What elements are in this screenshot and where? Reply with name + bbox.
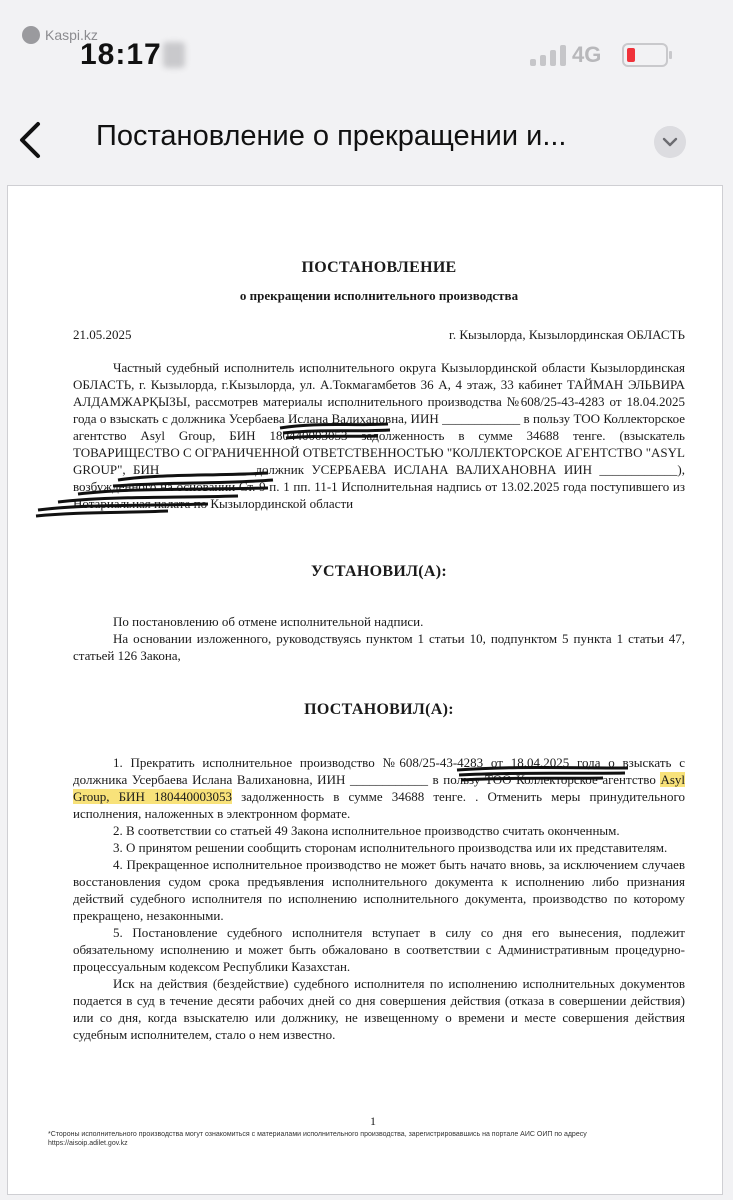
established-line-2: На основании изложенного, руководствуясь пунктом 1 статьи 10, подпунктом 5 пункта 1 статьи 47, статьей 126 Закона, — [73, 631, 685, 663]
section-established-heading: УСТАНОВИЛ(А): — [310, 563, 448, 580]
clock: 18:17 — [80, 38, 162, 71]
redaction-scribble — [18, 418, 398, 528]
resolution-item-3: 3. О принятом решении сообщить сторонам исполнительного производства или их представителям. — [113, 840, 668, 855]
network-type: 4G — [572, 42, 602, 67]
appeal-paragraph: Иск на действия (бездействие) судебного исполнителя по исполнению исполнительных документов подается в суд в течение десяти рабочих дней со дня совершения действия (отказа в совершении действия) или со дня, когда взыскателю или должнику, не извещенному о времени и месте совершения действия судебным исполнителем, стало о нем известно. — [73, 976, 685, 1042]
item1-text-a: 1. Прекратить исполнительное производство №608/25-43-4283 от 18.04.2025 года о взыскать с должника Усербаева Ислана Валихановна, ИИН ____________ в пользу ТОО Коллекторское агентство — [73, 755, 685, 787]
location-icon — [163, 42, 185, 68]
resolution-item-2: 2. В соответствии со статьей 49 Закона исполнительное производство считать оконченным. — [113, 823, 620, 838]
kaspi-logo-icon — [22, 26, 40, 44]
section-resolved-heading: ПОСТАНОВИЛ(А): — [304, 701, 454, 718]
carrier-label: Kaspi.kz — [45, 27, 98, 43]
status-bar — [0, 0, 733, 90]
established-line-1: По постановлению об отмене исполнительной надписи. — [113, 614, 424, 629]
footer-note: *Стороны исполнительного производства могут ознакомиться с материалами исполнительного производства, зарегистрировавшись на портале АИС ОИП по адресу https://aisoip.adilet.gov.kz — [48, 1131, 587, 1147]
resolution-item-4: 4. Прекращенное исполнительное производство не может быть начато вновь, за исключением случаев восстановления судом срока предъявления исполнительного документа к исполнению либо признания действий судебного исполнителя по исполнению исполнительного документа, производство по которому прекращено, незаконными. — [73, 857, 685, 923]
document-place: г. Кызылорда, Кызылординская ОБЛАСТЬ — [448, 327, 685, 342]
highlighted-text: Asyl Group, БИН 180440003053 — [73, 772, 685, 804]
item1-text-b: задолженность в сумме 34688 тенге. . Отменить меры принудительного исполнения, наложенных в электронном формате. — [73, 789, 685, 821]
redaction-scribble-2 — [453, 764, 633, 788]
battery-icon — [622, 43, 668, 67]
back-arrow-icon[interactable] — [14, 120, 48, 160]
document-subheading: о прекращении исполнительного производства — [239, 288, 519, 303]
signal-icon — [530, 44, 566, 66]
section-resolved-body — [73, 754, 685, 1043]
page-title: Постановление о прекращении и... — [96, 120, 567, 152]
chevron-down-icon[interactable] — [654, 126, 686, 158]
date-line — [73, 326, 685, 343]
document-date: 21.05.2025 — [73, 327, 132, 342]
document-page[interactable] — [7, 185, 723, 1195]
section-established-body — [73, 613, 685, 664]
resolution-item-5: 5. Постановление судебного исполнителя вступает в силу со дня его вынесения, подлежит обязательному исполнению и может быть обжаловано в соответствии с Административным процедурно-процессуальным кодексом Республики Казахстан. — [73, 925, 685, 974]
document-heading: ПОСТАНОВЛЕНИЕ — [301, 259, 457, 276]
intro-text: Частный судебный исполнитель исполнительного округа Кызылординской области Кызылординская ОБЛАСТЬ, г. Кызылорда, г.Кызылорда, ул. А.Токмагамбетов 36 А, 4 этаж, 33 кабинет ТАЙМАН ЭЛЬВИРА АЛДАМЖАРҚЫЗЫ, рассмотрев материалы исполнительного производства №608/25-43-4283 от 18.04.2025 года о взыскать с должника Усербаева Ислана Валихановна, ИИН ____________ в пользу ТОО Коллекторское агентство Asyl Group, БИН 180440003053 задолженность в сумме 34688 тенге. (взыскатель ТОВАРИЩЕСТВО С ОГРАНИЧЕННОЙ ОТВЕТСТВЕННОСТЬЮ "КОЛЛЕКТОРСКОЕ АГЕНТСТВО "ASYL GROUP", БИН ____________, должник УСЕРБАЕВА ИСЛАНА ВАЛИХАНОВНА ИИН ____________), возбужденного на основании Ст. 9 п. 1 пп. 11-1 Исполнительная надпись от 13.02.2025 года поступившего из Нотариальная палата по Кызылординской области — [73, 360, 685, 511]
page-number: 1 — [370, 1114, 376, 1128]
nav-header — [0, 100, 733, 180]
